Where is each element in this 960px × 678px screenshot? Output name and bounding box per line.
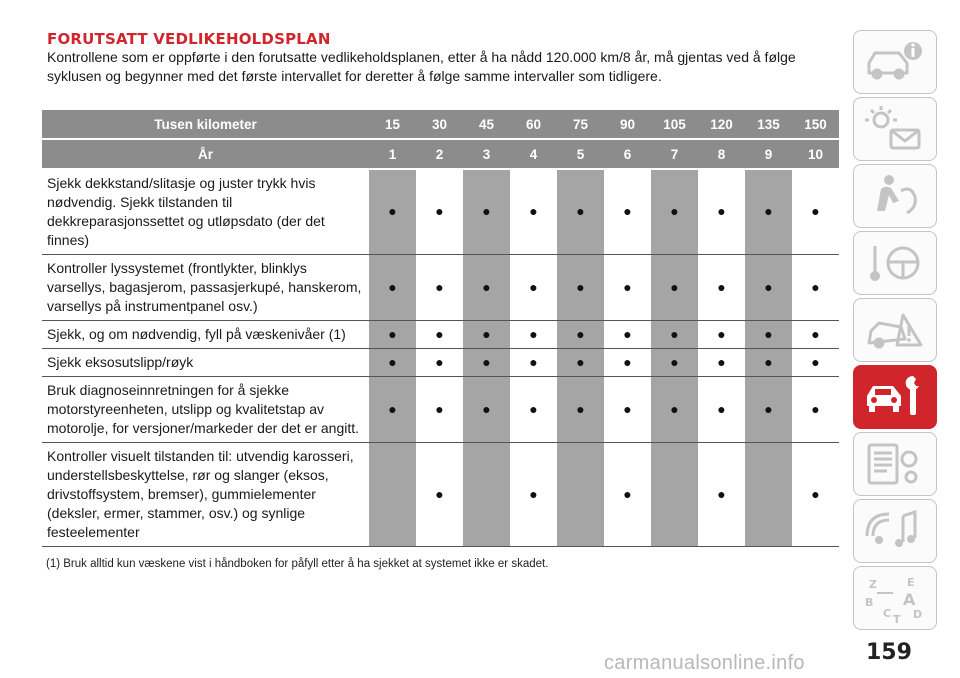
- interval-cell: [792, 169, 839, 255]
- warning-lights-icon: [863, 104, 927, 154]
- km-cell: 105: [651, 110, 698, 139]
- interval-cell: [745, 169, 792, 255]
- table-row: [42, 255, 839, 321]
- check-mark-dot: ●: [435, 400, 444, 417]
- car-info-icon: [863, 37, 927, 87]
- interval-cell: [416, 443, 463, 547]
- km-cell: 15: [369, 110, 416, 139]
- check-mark-dot: ●: [811, 400, 820, 417]
- table-row: [42, 377, 839, 443]
- interval-cell: [557, 255, 604, 321]
- tab-multimedia[interactable]: [853, 499, 937, 563]
- tab-seat-safety[interactable]: [853, 164, 937, 228]
- interval-cell: [463, 349, 510, 377]
- check-mark-dot: ●: [811, 485, 820, 502]
- interval-cell: [745, 377, 792, 443]
- interval-cell: [604, 349, 651, 377]
- interval-cell: [369, 443, 416, 547]
- check-description: Sjekk dekkstand/slitasje og juster trykk hvis nødvendig. Sjekk tilstanden til dekkreparasjonssettet og utløpsdato (der det finnes): [42, 169, 369, 255]
- interval-cell: [557, 321, 604, 349]
- index-letter: E: [907, 576, 915, 589]
- interval-cell: [416, 321, 463, 349]
- interval-cell: [510, 321, 557, 349]
- interval-cell: [416, 169, 463, 255]
- km-cell: 60: [510, 110, 557, 139]
- check-mark-dot: ●: [764, 400, 773, 417]
- check-mark-dot: ●: [388, 278, 397, 295]
- check-mark-dot: ●: [670, 325, 679, 342]
- interval-cell: [510, 377, 557, 443]
- check-mark-dot: ●: [623, 353, 632, 370]
- seat-safety-icon: [863, 171, 927, 221]
- interval-cell: [698, 349, 745, 377]
- maintenance-table-body: [42, 169, 839, 547]
- index-letters-icon: [863, 573, 927, 623]
- interval-cell: [745, 255, 792, 321]
- year-header-label: År: [42, 139, 369, 169]
- check-mark-dot: ●: [764, 278, 773, 295]
- check-mark-dot: ●: [717, 325, 726, 342]
- year-cell: 4: [510, 139, 557, 169]
- interval-cell: [651, 377, 698, 443]
- car-wrench-icon: [863, 372, 927, 422]
- check-mark-dot: ●: [435, 485, 444, 502]
- year-cell: 3: [463, 139, 510, 169]
- table-row: [42, 169, 839, 255]
- interval-cell: [369, 377, 416, 443]
- index-letter: Z: [869, 578, 877, 591]
- interval-cell: [792, 321, 839, 349]
- km-header-label: Tusen kilometer: [42, 110, 369, 139]
- interval-cell: [369, 321, 416, 349]
- tab-warning-lights[interactable]: [853, 97, 937, 161]
- interval-cell: [651, 349, 698, 377]
- check-mark-dot: ●: [482, 400, 491, 417]
- check-mark-dot: ●: [529, 278, 538, 295]
- interval-cell: [698, 321, 745, 349]
- interval-cell: [463, 169, 510, 255]
- check-description: Sjekk eksosutslipp/røyk: [42, 349, 369, 377]
- tab-car-emergency[interactable]: [853, 298, 937, 362]
- check-mark-dot: ●: [623, 485, 632, 502]
- check-mark-dot: ●: [576, 325, 585, 342]
- year-cell: 10: [792, 139, 839, 169]
- interval-cell: [463, 443, 510, 547]
- interval-cell: [651, 443, 698, 547]
- interval-cell: [463, 255, 510, 321]
- interval-cell: [369, 169, 416, 255]
- check-mark-dot: ●: [670, 353, 679, 370]
- km-cell: 75: [557, 110, 604, 139]
- check-mark-dot: ●: [435, 278, 444, 295]
- check-mark-dot: ●: [811, 278, 820, 295]
- interval-cell: [416, 349, 463, 377]
- check-mark-dot: ●: [435, 353, 444, 370]
- watermark: carmanualsonline.info: [604, 652, 805, 674]
- interval-cell: [745, 349, 792, 377]
- check-mark-dot: ●: [670, 203, 679, 219]
- interval-cell: [557, 377, 604, 443]
- year-cell: 6: [604, 139, 651, 169]
- interval-cell: [463, 377, 510, 443]
- check-mark-dot: ●: [435, 325, 444, 342]
- check-mark-dot: ●: [529, 325, 538, 342]
- technical-data-icon: [863, 439, 927, 489]
- table-row: [42, 443, 839, 547]
- maintenance-table: [42, 110, 839, 547]
- interval-cell: [698, 169, 745, 255]
- interval-cell: [604, 321, 651, 349]
- check-description: Kontroller visuelt tilstanden til: utvendig karosseri, understellsbeskyttelse, rør og slanger (eksos, drivstoffsystem, bremser), gummielementer (deksler, ermer, stammer, osv.) og synlige festeelementer: [42, 443, 369, 547]
- check-mark-dot: ●: [529, 203, 538, 219]
- interval-cell: [792, 255, 839, 321]
- index-letter: T: [893, 613, 901, 623]
- interval-cell: [557, 349, 604, 377]
- check-mark-dot: ●: [576, 353, 585, 370]
- km-cell: 150: [792, 110, 839, 139]
- check-description: Kontroller lyssystemet (frontlykter, blinklys varsellys, bagasjerom, passasjerkupé, hanskerom, varsellys på instrumentpanel osv.): [42, 255, 369, 321]
- km-cell: 45: [463, 110, 510, 139]
- page-number: 159: [866, 640, 912, 665]
- chapter-sidebar: [853, 30, 937, 633]
- multimedia-icon: [863, 506, 927, 556]
- index-letter: B: [865, 596, 874, 609]
- check-mark-dot: ●: [717, 485, 726, 502]
- check-mark-dot: ●: [388, 353, 397, 370]
- check-mark-dot: ●: [623, 400, 632, 417]
- interval-cell: [604, 377, 651, 443]
- year-cell: 8: [698, 139, 745, 169]
- interval-cell: [698, 443, 745, 547]
- check-mark-dot: ●: [717, 203, 726, 219]
- interval-cell: [510, 255, 557, 321]
- check-mark-dot: ●: [529, 485, 538, 502]
- year-cell: 7: [651, 139, 698, 169]
- year-cell: 9: [745, 139, 792, 169]
- page-title: FORUTSATT VEDLIKEHOLDSPLAN: [47, 30, 331, 48]
- check-mark-dot: ●: [717, 278, 726, 295]
- km-cell: 90: [604, 110, 651, 139]
- steering-key-icon: [863, 238, 927, 288]
- check-mark-dot: ●: [529, 353, 538, 370]
- interval-cell: [604, 255, 651, 321]
- check-mark-dot: ●: [623, 203, 632, 219]
- check-mark-dot: ●: [764, 325, 773, 342]
- interval-cell: [416, 377, 463, 443]
- check-mark-dot: ●: [623, 325, 632, 342]
- tab-maintenance[interactable]: [853, 365, 937, 429]
- check-mark-dot: ●: [388, 203, 397, 219]
- check-mark-dot: ●: [717, 400, 726, 417]
- interval-cell: [792, 377, 839, 443]
- interval-cell: [651, 321, 698, 349]
- check-mark-dot: ●: [670, 400, 679, 417]
- interval-cell: [651, 255, 698, 321]
- check-mark-dot: ●: [482, 353, 491, 370]
- check-mark-dot: ●: [764, 203, 773, 219]
- km-cell: 135: [745, 110, 792, 139]
- tab-technical-data[interactable]: [853, 432, 937, 496]
- car-emergency-icon: [863, 305, 927, 355]
- check-mark-dot: ●: [576, 203, 585, 219]
- check-mark-dot: ●: [811, 325, 820, 342]
- km-cell: 30: [416, 110, 463, 139]
- interval-cell: [604, 443, 651, 547]
- tab-steering-key[interactable]: [853, 231, 937, 295]
- table-row: [42, 349, 839, 377]
- km-cell: 120: [698, 110, 745, 139]
- check-description: Sjekk, og om nødvendig, fyll på væskenivåer (1): [42, 321, 369, 349]
- interval-cell: [698, 377, 745, 443]
- interval-cell: [792, 349, 839, 377]
- check-mark-dot: ●: [529, 400, 538, 417]
- interval-cell: [510, 349, 557, 377]
- interval-cell: [369, 255, 416, 321]
- interval-cell: [698, 255, 745, 321]
- interval-cell: [792, 443, 839, 547]
- check-mark-dot: ●: [670, 278, 679, 295]
- interval-cell: [510, 443, 557, 547]
- check-description: Bruk diagnoseinnretningen for å sjekke motorstyreenheten, utslipp og kvalitetstap av motorolje, for versjoner/markeder der det er angitt.: [42, 377, 369, 443]
- interval-cell: [463, 321, 510, 349]
- interval-cell: [604, 169, 651, 255]
- check-mark-dot: ●: [482, 325, 491, 342]
- year-cell: 1: [369, 139, 416, 169]
- check-mark-dot: ●: [623, 278, 632, 295]
- index-letter: C: [883, 607, 892, 620]
- index-letter: D: [913, 608, 923, 621]
- interval-cell: [745, 321, 792, 349]
- year-cell: 2: [416, 139, 463, 169]
- check-mark-dot: ●: [576, 278, 585, 295]
- km-header-row: [42, 110, 839, 139]
- interval-cell: [557, 443, 604, 547]
- index-letter: A: [903, 590, 916, 609]
- check-mark-dot: ●: [764, 353, 773, 370]
- interval-cell: [745, 443, 792, 547]
- check-mark-dot: ●: [435, 203, 444, 219]
- intro-paragraph: Kontrollene som er oppførte i den forutsatte vedlikeholdsplanen, etter å ha nådd 120.000 km/8 år, må gjentas ved å følge syklusen og begynner med det første intervallet for deretter å følge samme intervaller som tidligere.: [47, 49, 796, 84]
- check-mark-dot: ●: [388, 400, 397, 417]
- check-mark-dot: ●: [811, 203, 820, 219]
- check-mark-dot: ●: [576, 400, 585, 417]
- interval-cell: [369, 349, 416, 377]
- tab-car-info[interactable]: [853, 30, 937, 94]
- footnote: (1) Bruk alltid kun væskene vist i håndboken for påfyll etter å ha sjekket at systemet ikke er skadet.: [46, 558, 549, 570]
- tab-index[interactable]: [853, 566, 937, 630]
- interval-cell: [557, 169, 604, 255]
- check-mark-dot: ●: [482, 278, 491, 295]
- interval-cell: [416, 255, 463, 321]
- check-mark-dot: ●: [811, 353, 820, 370]
- check-mark-dot: ●: [717, 353, 726, 370]
- check-mark-dot: ●: [388, 325, 397, 342]
- table-row: [42, 321, 839, 349]
- interval-cell: [651, 169, 698, 255]
- year-cell: 5: [557, 139, 604, 169]
- interval-cell: [510, 169, 557, 255]
- check-mark-dot: ●: [482, 203, 491, 219]
- year-header-row: [42, 139, 839, 169]
